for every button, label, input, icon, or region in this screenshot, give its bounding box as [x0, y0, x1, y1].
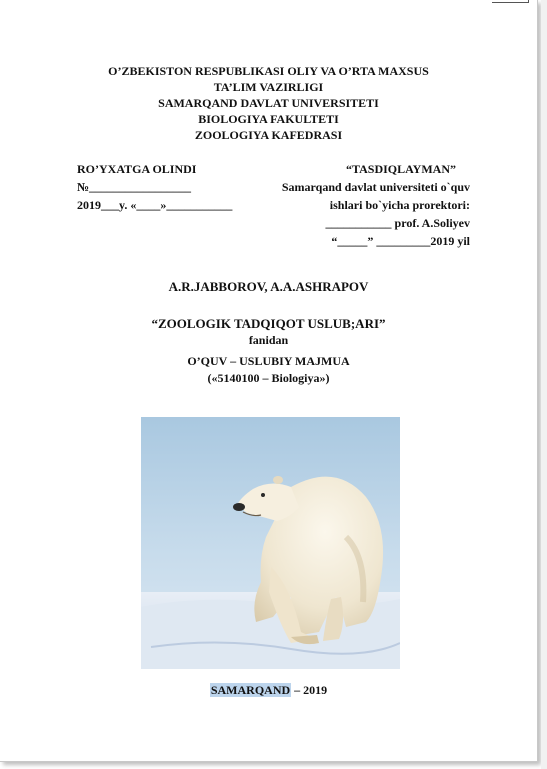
header-line-2: TA’LIM VAZIRLIGI — [213, 80, 324, 94]
approval-date: “_____” _________2019 yil — [331, 234, 470, 248]
registration-block — [77, 160, 232, 214]
course-title: “ZOOLOGIK TADQIQOT USLUB;ARI” — [151, 316, 386, 331]
page-corner-mark — [492, 2, 528, 3]
footer — [0, 683, 537, 698]
city-name: SAMARQAND — [210, 683, 291, 697]
header-line-4: BIOLOGIYA FAKULTETI — [198, 112, 339, 126]
registration-date: 2019___y. «____»___________ — [77, 198, 233, 212]
registration-number: №_________________ — [77, 180, 192, 194]
polar-bear-image — [141, 417, 400, 669]
specialty-code: («5140100 – Biologiya») — [207, 371, 330, 385]
footer-year: – 2019 — [291, 683, 328, 697]
header-line-3: SAMARQAND DAVLAT UNIVERSITETI — [158, 96, 379, 110]
registration-title: RO’YXATGA OLINDI — [77, 162, 197, 176]
header-line-5: ZOOLOGIYA KAFEDRASI — [194, 128, 343, 142]
authors: A.R.JABBOROV, A.A.ASHRAPOV — [168, 279, 369, 294]
viewer-margin — [541, 0, 547, 769]
approval-university: Samarqand davlat universiteti o`quv — [281, 180, 470, 194]
course-subtitle: fanidan — [248, 333, 289, 347]
title-block — [0, 315, 537, 387]
approval-block — [258, 160, 470, 250]
header-line-1: O’ZBEKISTON RESPUBLIKASI OLIY VA O’RTA MAXSUS — [108, 64, 429, 78]
approval-position: ishlari bo`yicha prorektori: — [329, 198, 470, 212]
document-kind: O’QUV – USLUBIY MAJMUA — [187, 354, 350, 368]
approval-signature: ___________ prof. A.Soliyev — [325, 216, 470, 230]
ministry-header — [0, 63, 537, 143]
approval-title: “TASDIQLAYMAN” — [345, 162, 456, 176]
